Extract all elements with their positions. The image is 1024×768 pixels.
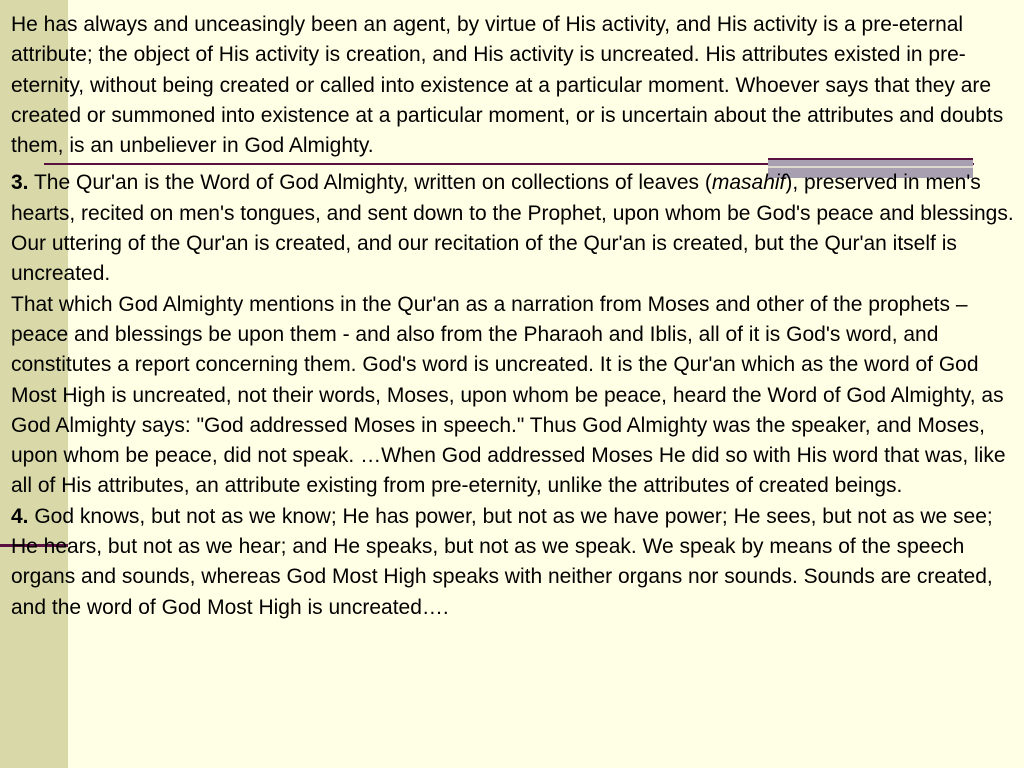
section-4-paragraph: [11, 502, 1016, 623]
paragraph-attributes: He has always and unceasingly been an agent, by virtue of His activity, and His activity is a pre-eternal attribute; the object of His activity is creation, and His activity is uncreated. His attributes existed in pre-eternity, without being created or called into existence at a particular moment. Whoever says that they are created or summoned into existence at a particular moment, or is uncertain about the attributes and doubts them, is an unbeliever in God Almighty.: [11, 13, 1004, 158]
section-3-number: 3.: [11, 171, 29, 195]
section-3-italic-term: masahif: [711, 171, 786, 195]
slide-body-text: [11, 10, 1016, 623]
section-3-text-start: The Qur'an is the Word of God Almighty, written on collections of leaves (: [28, 171, 712, 195]
section-4-number: 4.: [11, 504, 29, 528]
section-3-text-end: ), preserved in men's hearts, recited on men's tongues, and sent down to the Prophet, upon whom be God's peace and blessings. Our uttering of the Qur'an is created, and our recitation of the Qur'an is created, but the Qur'an itself is uncreated.: [11, 171, 1014, 286]
section-3-paragraph: [11, 168, 1016, 289]
paragraph-moses-narration: That which God Almighty mentions in the Qur'an as a narration from Moses and other of the prophets – peace and blessings be upon them - and also from the Pharaoh and Iblis, all of it is God's word, and constitutes a report concerning them. God's word is uncreated. It is the Qur'an which as the word of God Most High is uncreated, not their words, Moses, upon whom be peace, heard the Word of God Almighty, as God Almighty says: "God addressed Moses in speech." Thus God Almighty was the speaker, and Moses, upon whom be peace, did not speak. …When God addressed Moses He did so with His word that was, like all of His attributes, an attribute existing from pre-eternity, unlike the attributes of created beings.: [11, 292, 1006, 498]
section-4-text: God knows, but not as we know; He has power, but not as we have power; He sees, but not as we see; He hears, but not as we hear; and He speaks, but not as we speak. We speak by means of the speech organs and sounds, whereas God Most High speaks with neither organs nor sounds. Sounds are created, and the word of God Most High is uncreated….: [11, 504, 993, 619]
